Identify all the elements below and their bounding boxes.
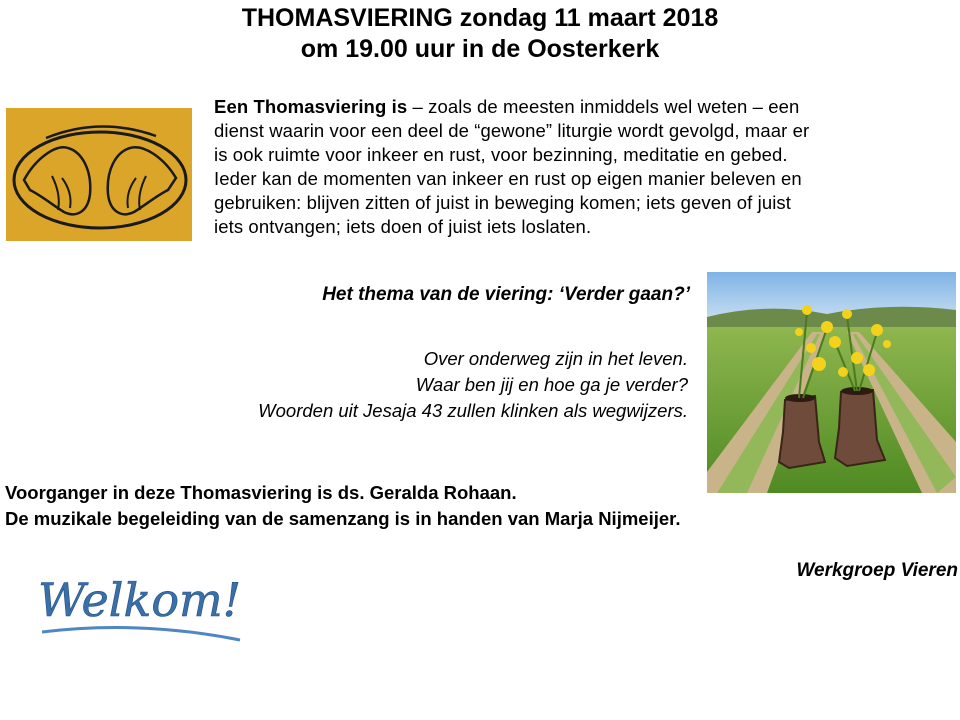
intro-line: gebruiken: blijven zitten of juist in beweging komen; iets geven of juist — [214, 192, 792, 213]
page-title: THOMASVIERING zondag 11 maart 2018 — [241, 4, 719, 32]
page-subtitle: om 19.00 uur in de Oosterkerk — [300, 35, 660, 63]
intro-lead: Een Thomasviering is — [214, 96, 408, 117]
intro-line: is ook ruimte voor inkeer en rust, voor bezinning, meditatie en gebed. — [214, 144, 788, 165]
intro-line: – zoals de meesten inmiddels wel weten – een — [407, 96, 800, 117]
preacher-line: Voorganger in deze Thomasviering is ds. Geralda Rohaan. — [5, 482, 517, 503]
signature: Werkgroep Vieren — [796, 560, 958, 581]
music-line: De muzikale begeleiding van de samenzang is in handen van Marja Nijmeijer. — [5, 508, 681, 529]
intro-line: dienst waarin voor een deel de “gewone” liturgie wordt gevolgd, maar er — [214, 120, 810, 141]
intro-line: Ieder kan de momenten van inkeer en rust op eigen manier beleven en — [214, 168, 802, 189]
theme-description — [100, 346, 688, 424]
welcome-logo — [30, 560, 270, 660]
theme-line: Woorden uit Jesaja 43 zullen klinken als wegwijzers. — [258, 400, 688, 421]
intro-paragraph — [214, 95, 954, 239]
theme-line: Waar ben jij en hoe ga je verder? — [415, 374, 688, 395]
theme-heading: Het thema van de viering: ‘Verder gaan?’ — [322, 284, 690, 305]
intro-line: iets ontvangen; iets doen of juist iets loslaten. — [214, 216, 592, 237]
hiking-boots-with-flowers-photo — [707, 272, 956, 493]
svg-text:Welkom!: Welkom! — [38, 573, 242, 627]
theme-line: Over onderweg zijn in het leven. — [423, 348, 688, 369]
credits — [5, 480, 955, 532]
open-hands-icon — [6, 108, 192, 241]
